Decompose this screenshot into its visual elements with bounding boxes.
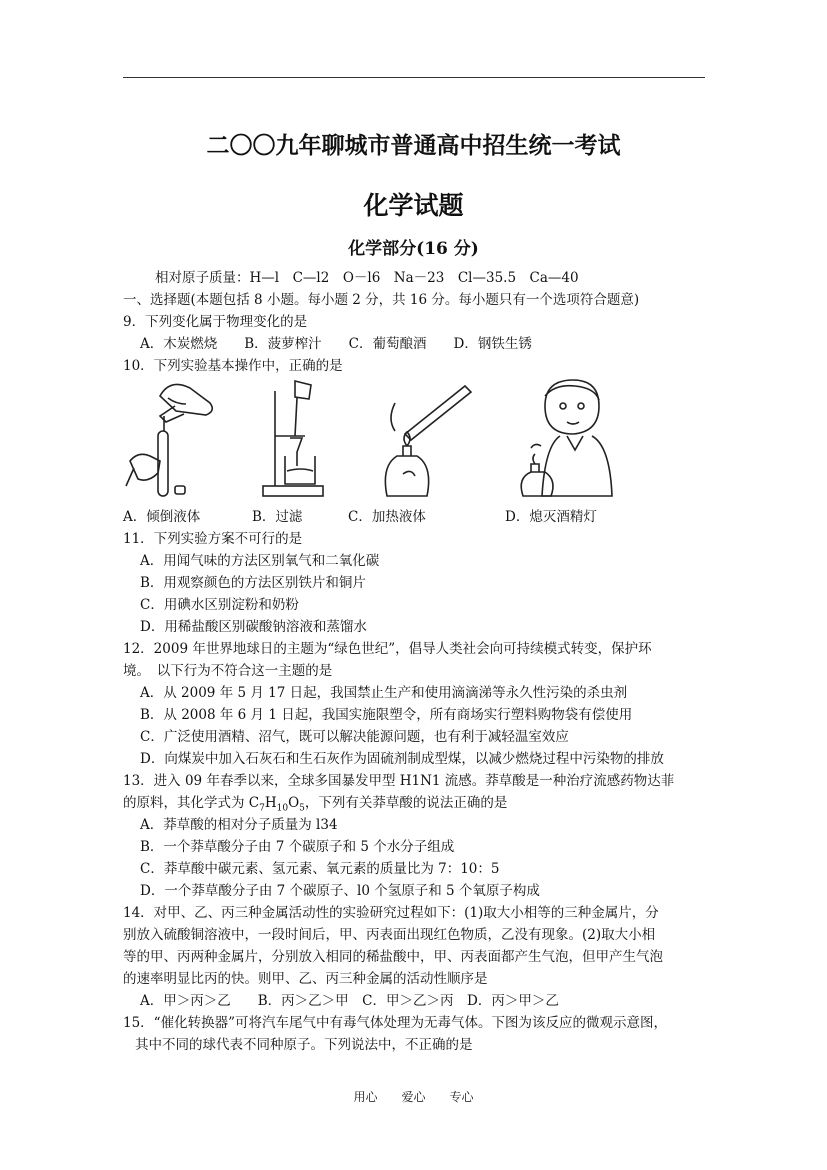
q14-options: A．甲＞丙＞乙 B．丙＞乙＞甲 C．甲＞乙＞丙 D．丙＞甲＞乙	[140, 993, 559, 1009]
q13-stem-line2: 的原料，其化学式为 $C_7H_{10}O_5$，下列有关莽草酸的说法正确的是	[123, 795, 508, 814]
exam-title: 二〇〇九年聊城市普通高中招生统一考试	[206, 132, 621, 159]
filtration-figure	[255, 376, 330, 506]
q13-option-c: C．莽草酸中碳元素、氢元素、氧元素的质量比为 7：10：5	[140, 861, 500, 877]
q9-options: A．木炭燃烧 B．菠萝榨汁 C．葡萄酿酒 D．钢铁生锈	[140, 336, 532, 352]
q13-stem-line1: 13．进入 09 年春季以来，全球多国暴发甲型 H1N1 流感。莽草酸是一种治疗流感药物达菲	[123, 773, 675, 789]
q11-stem: 11．下列实验方案不可行的是	[123, 531, 303, 547]
q14-stem-line1: 14．对甲、乙、丙三种金属活动性的实验研究过程如下：(1)取大小相等的三种金属片，分	[123, 905, 659, 921]
q15-stem-line2: 其中不同的球代表不同种原子。下列说法中，不正确的是	[135, 1037, 473, 1053]
header-rule	[123, 77, 705, 78]
q14-stem-line2: 别放入硫酸铜溶液中，一段时间后，甲、丙表面出现红色物质，乙没有现象。(2)取大小相	[123, 927, 656, 943]
atomic-masses: 相对原子质量：H—l C—l2 O－l6 Na－23 Cl—35.5 Ca—40	[155, 270, 579, 286]
q9-stem: 9．下列变化属于物理变化的是	[123, 314, 308, 330]
page-footer: 用心 爱心 专心	[353, 1090, 474, 1104]
q13-option-d: D．一个莽草酸分子由 7 个碳原子、l0 个氢原子和 5 个氧原子构成	[140, 883, 540, 899]
q12-option-a: A．从 2009 年 5 月 17 日起，我国禁止生产和使用滴滴涕等永久性污染的杀虫剂	[140, 685, 628, 701]
section-heading: 一、选择题(本题包括 8 小题。每小题 2 分，共 16 分。每小题只有一个选项符合题意)	[123, 292, 640, 308]
q11-option-b: B．用观察颜色的方法区别铁片和铜片	[140, 575, 366, 591]
heat-liquid-figure	[375, 376, 480, 506]
q14-stem-line3: 等的甲、丙两种金属片，分别放入相同的稀盐酸中，甲、丙表面都产生气泡，但甲产生气泡	[123, 949, 663, 965]
q10-stem: 10．下列实验基本操作中，正确的是	[123, 358, 343, 374]
q10-option-a: A．倾倒液体	[123, 509, 201, 525]
q12-option-c: C．广泛使用酒精、沼气，既可以解决能源问题，也有利于减轻温室效应	[140, 729, 569, 745]
extinguish-lamp-figure	[505, 376, 615, 506]
q11-option-d: D．用稀盐酸区别碳酸钠溶液和蒸馏水	[140, 619, 367, 635]
q14-stem-line4: 的速率明显比丙的快。则甲、乙、丙三种金属的活动性顺序是	[123, 971, 488, 987]
q10-figures	[120, 376, 720, 506]
q10-option-d: D．熄灭酒精灯	[505, 509, 597, 525]
exam-subtitle: 化学试题	[363, 191, 464, 220]
q13-option-b: B．一个莽草酸分子由 7 个碳原子和 5 个水分子组成	[140, 839, 455, 855]
q11-option-a: A．用闻气味的方法区别氧气和二氧化碳	[140, 553, 380, 569]
q11-option-c: C．用碘水区别淀粉和奶粉	[140, 597, 299, 613]
q13-option-a: A．莽草酸的相对分子质量为 l34	[140, 817, 338, 833]
q12-stem-line2: 境。 以下行为不符合这一主题的是	[123, 663, 333, 679]
pour-liquid-figure	[120, 376, 220, 506]
q15-stem-line1: 15．“催化转换器”可将汽车尾气中有毒气体处理为无毒气体。下图为该反应的微观示意图，	[123, 1015, 667, 1031]
part-heading: 化学部分(16 分)	[348, 239, 479, 259]
q12-stem-line1: 12．2009 年世界地球日的主题为“绿色世纪”，倡导人类社会向可持续模式转变，保护环	[123, 641, 652, 657]
q12-option-d: D．向煤炭中加入石灰石和生石灰作为固硫剂制成型煤，以减少燃烧过程中污染物的排放	[140, 751, 664, 767]
q12-option-b: B．从 2008 年 6 月 1 日起，我国实施限塑令，所有商场实行塑料购物袋有偿使用	[140, 707, 633, 723]
q10-option-c: C．加热液体	[348, 509, 426, 525]
q10-option-b: B．过滤	[252, 509, 303, 525]
